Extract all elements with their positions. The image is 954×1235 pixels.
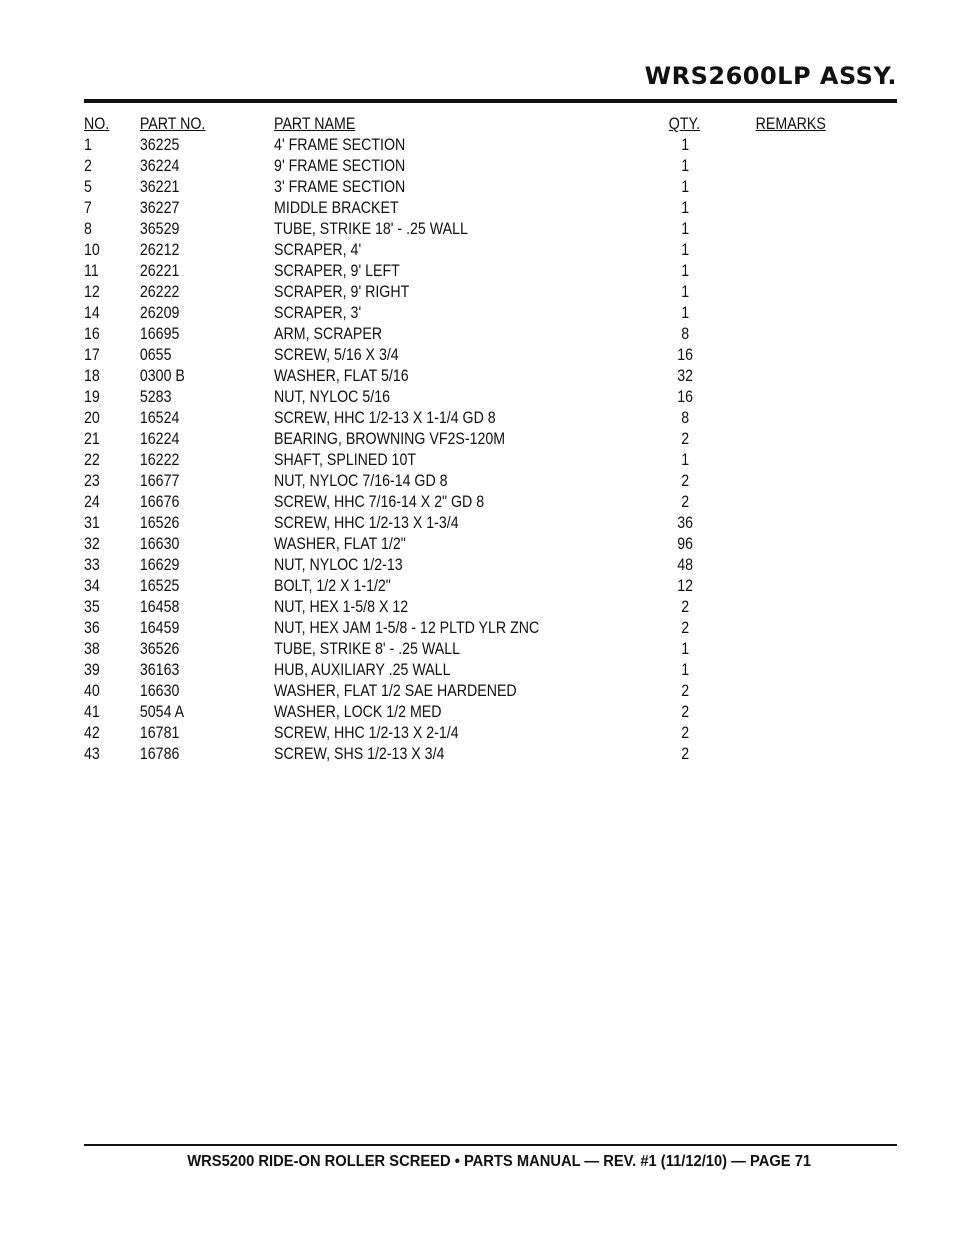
cell-qty: 1 xyxy=(681,283,690,301)
cell-no: 2 xyxy=(84,157,92,175)
header-remarks: REMARKS xyxy=(755,115,826,133)
page-footer: WRS5200 RIDE-ON ROLLER SCREED • PARTS MANUAL — REV. #1 (11/12/10) — PAGE 71 xyxy=(187,1153,811,1170)
cell-part-name: SCREW, HHC 1/2-13 X 2-1/4 xyxy=(274,724,459,742)
table-row xyxy=(84,597,897,618)
cell-no: 22 xyxy=(84,451,100,469)
cell-part-no: 5054 A xyxy=(139,703,185,721)
cell-no: 35 xyxy=(84,598,100,616)
cell-qty: 48 xyxy=(677,556,694,574)
table-row xyxy=(84,471,897,492)
cell-part-name: SCREW, HHC 7/16-14 X 2" GD 8 xyxy=(274,493,485,511)
table-row xyxy=(84,261,897,282)
cell-part-name: BEARING, BROWNING VF2S-120M xyxy=(274,430,506,448)
cell-part-name: WASHER, FLAT 5/16 xyxy=(274,367,409,385)
cell-part-name: TUBE, STRIKE 18' - .25 WALL xyxy=(274,220,468,238)
cell-no: 33 xyxy=(84,556,100,574)
cell-no: 5 xyxy=(84,178,92,196)
cell-qty: 1 xyxy=(681,304,690,322)
cell-part-name: NUT, NYLOC 7/16-14 GD 8 xyxy=(274,472,448,490)
cell-no: 20 xyxy=(84,409,100,427)
cell-no: 34 xyxy=(84,577,100,595)
cell-qty: 96 xyxy=(677,535,694,553)
cell-part-name: 3' FRAME SECTION xyxy=(274,178,406,196)
table-row xyxy=(84,534,897,555)
table-row xyxy=(84,198,897,219)
cell-part-name: TUBE, STRIKE 8' - .25 WALL xyxy=(274,640,460,658)
cell-part-no: 26221 xyxy=(139,262,180,280)
cell-part-name: 9' FRAME SECTION xyxy=(274,157,406,175)
cell-part-name: BOLT, 1/2 X 1-1/2" xyxy=(274,577,391,595)
cell-qty: 2 xyxy=(681,724,690,742)
cell-part-no: 36529 xyxy=(139,220,180,238)
cell-part-no: 36227 xyxy=(139,199,180,217)
cell-no: 12 xyxy=(84,283,100,301)
cell-part-no: 16459 xyxy=(139,619,180,637)
cell-no: 31 xyxy=(84,514,100,532)
table-row xyxy=(84,702,897,723)
cell-part-no: 16222 xyxy=(139,451,180,469)
cell-part-no: 0655 xyxy=(139,346,172,364)
header-part-name: PART NAME xyxy=(274,115,356,133)
table-row xyxy=(84,723,897,744)
cell-no: 39 xyxy=(84,661,100,679)
cell-part-no: 16676 xyxy=(139,493,180,511)
cell-qty: 2 xyxy=(681,745,690,763)
cell-part-name: HUB, AUXILIARY .25 WALL xyxy=(274,661,451,679)
cell-part-name: SCREW, HHC 1/2-13 X 1-3/4 xyxy=(274,514,459,532)
header-rule xyxy=(84,99,897,103)
cell-part-name: SHAFT, SPLINED 10T xyxy=(274,451,417,469)
cell-no: 11 xyxy=(84,262,99,280)
cell-no: 17 xyxy=(84,346,100,364)
table-row xyxy=(84,744,897,765)
parts-table xyxy=(84,114,897,765)
cell-qty: 2 xyxy=(681,598,690,616)
cell-qty: 2 xyxy=(681,472,690,490)
cell-part-no: 5283 xyxy=(139,388,172,406)
cell-part-no: 36221 xyxy=(139,178,180,196)
cell-part-name: NUT, HEX 1-5/8 X 12 xyxy=(274,598,409,616)
cell-no: 19 xyxy=(84,388,100,406)
table-row xyxy=(84,429,897,450)
cell-qty: 16 xyxy=(677,388,694,406)
cell-part-no: 26222 xyxy=(139,283,180,301)
cell-qty: 1 xyxy=(681,640,690,658)
cell-part-name: SCRAPER, 9' LEFT xyxy=(274,262,400,280)
table-row xyxy=(84,492,897,513)
cell-no: 24 xyxy=(84,493,100,511)
cell-qty: 1 xyxy=(681,157,690,175)
cell-no: 40 xyxy=(84,682,100,700)
cell-no: 18 xyxy=(84,367,100,385)
cell-no: 23 xyxy=(84,472,100,490)
table-header-row xyxy=(84,114,897,135)
cell-no: 41 xyxy=(84,703,100,721)
table-row xyxy=(84,576,897,597)
cell-part-no: 16786 xyxy=(139,745,180,763)
cell-qty: 2 xyxy=(681,493,690,511)
cell-part-no: 36526 xyxy=(139,640,180,658)
table-body xyxy=(84,135,897,765)
cell-part-no: 36163 xyxy=(139,661,180,679)
cell-no: 1 xyxy=(84,136,92,154)
cell-no: 8 xyxy=(84,220,92,238)
table-row xyxy=(84,156,897,177)
cell-qty: 1 xyxy=(681,262,690,280)
cell-part-no: 26209 xyxy=(139,304,180,322)
cell-qty: 12 xyxy=(677,577,694,595)
cell-part-name: NUT, NYLOC 5/16 xyxy=(274,388,390,406)
cell-qty: 1 xyxy=(681,661,690,679)
cell-part-no: 26212 xyxy=(139,241,180,259)
cell-part-name: NUT, HEX JAM 1-5/8 - 12 PLTD YLR ZNC xyxy=(274,619,540,637)
table-row xyxy=(84,135,897,156)
table-row xyxy=(84,240,897,261)
cell-qty: 2 xyxy=(681,703,690,721)
cell-part-name: SCREW, 5/16 X 3/4 xyxy=(274,346,399,364)
cell-part-no: 16526 xyxy=(139,514,180,532)
cell-qty: 8 xyxy=(681,409,690,427)
cell-no: 16 xyxy=(84,325,100,343)
cell-part-name: 4' FRAME SECTION xyxy=(274,136,406,154)
cell-no: 36 xyxy=(84,619,100,637)
cell-part-no: 16525 xyxy=(139,577,180,595)
cell-part-no: 36225 xyxy=(139,136,180,154)
footer-rule xyxy=(84,1144,897,1146)
cell-part-no: 16630 xyxy=(139,535,180,553)
table-row xyxy=(84,387,897,408)
cell-qty: 2 xyxy=(681,430,690,448)
table-row xyxy=(84,660,897,681)
cell-qty: 1 xyxy=(681,220,690,238)
cell-qty: 8 xyxy=(681,325,690,343)
cell-part-no: 16695 xyxy=(139,325,180,343)
cell-no: 43 xyxy=(84,745,100,763)
cell-part-name: NUT, NYLOC 1/2-13 xyxy=(274,556,403,574)
cell-no: 14 xyxy=(84,304,100,322)
cell-qty: 32 xyxy=(677,367,694,385)
cell-no: 21 xyxy=(84,430,100,448)
cell-part-name: WASHER, FLAT 1/2" xyxy=(274,535,406,553)
table-row xyxy=(84,366,897,387)
cell-qty: 1 xyxy=(681,241,690,259)
table-row xyxy=(84,219,897,240)
cell-qty: 1 xyxy=(681,199,690,217)
table-row xyxy=(84,303,897,324)
cell-no: 7 xyxy=(84,199,92,217)
cell-part-name: ARM, SCRAPER xyxy=(274,325,383,343)
cell-part-name: WASHER, FLAT 1/2 SAE HARDENED xyxy=(274,682,517,700)
table-row xyxy=(84,513,897,534)
table-row xyxy=(84,555,897,576)
table-row xyxy=(84,324,897,345)
table-row xyxy=(84,681,897,702)
table-row xyxy=(84,618,897,639)
cell-no: 32 xyxy=(84,535,100,553)
cell-qty: 2 xyxy=(681,682,690,700)
cell-part-no: 16524 xyxy=(139,409,180,427)
cell-qty: 1 xyxy=(681,178,690,196)
cell-qty: 2 xyxy=(681,619,690,637)
header-qty: QTY. xyxy=(668,115,701,133)
cell-part-no: 16458 xyxy=(139,598,180,616)
header-no: NO. xyxy=(84,115,110,133)
cell-part-name: SCRAPER, 4' xyxy=(274,241,362,259)
cell-part-name: SCREW, SHS 1/2-13 X 3/4 xyxy=(274,745,445,763)
cell-qty: 1 xyxy=(681,136,690,154)
cell-no: 38 xyxy=(84,640,100,658)
cell-no: 10 xyxy=(84,241,100,259)
cell-qty: 1 xyxy=(681,451,690,469)
cell-part-no: 16677 xyxy=(139,472,180,490)
page-title: WRS2600LP ASSY. xyxy=(644,62,897,90)
cell-part-name: SCREW, HHC 1/2-13 X 1-1/4 GD 8 xyxy=(274,409,496,427)
table-row xyxy=(84,282,897,303)
cell-part-name: SCRAPER, 9' RIGHT xyxy=(274,283,410,301)
cell-part-no: 16629 xyxy=(139,556,180,574)
cell-part-no: 16781 xyxy=(139,724,180,742)
table-row xyxy=(84,345,897,366)
cell-part-no: 16224 xyxy=(139,430,180,448)
table-row xyxy=(84,408,897,429)
cell-part-no: 0300 B xyxy=(139,367,185,385)
cell-part-no: 36224 xyxy=(139,157,180,175)
cell-qty: 16 xyxy=(677,346,694,364)
cell-no: 42 xyxy=(84,724,100,742)
cell-part-no: 16630 xyxy=(139,682,180,700)
table-row xyxy=(84,177,897,198)
cell-qty: 36 xyxy=(677,514,694,532)
header-part-no: PART NO. xyxy=(139,115,206,133)
cell-part-name: MIDDLE BRACKET xyxy=(274,199,399,217)
cell-part-name: WASHER, LOCK 1/2 MED xyxy=(274,703,442,721)
table-row xyxy=(84,450,897,471)
cell-part-name: SCRAPER, 3' xyxy=(274,304,362,322)
table-row xyxy=(84,639,897,660)
